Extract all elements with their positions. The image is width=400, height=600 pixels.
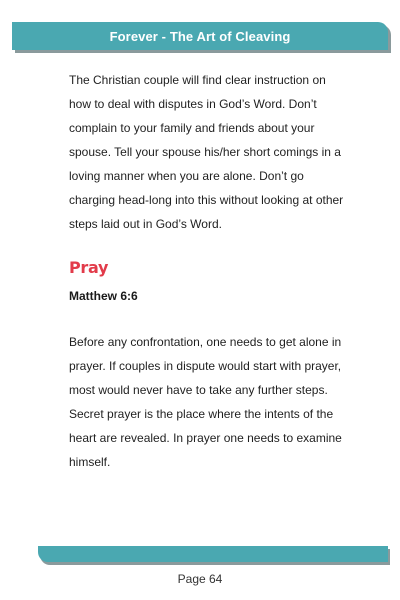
body-paragraph-intro: The Christian couple will find clear instruction on how to deal with disputes in God’s Word. Don’t complain to your family and friends about your spouse. Tell your spouse his/her short comings in a loving manner when you are alone. Don’t go charging head-long into this without looking at other steps laid out in God’s Word. bbox=[69, 73, 344, 231]
scripture-reference: Matthew 6:6 bbox=[69, 289, 138, 303]
body-paragraph-prayer: Before any confrontation, one needs to get alone in prayer. If couples in dispute would start with prayer, most would never have to take any further steps. Secret prayer is the place where the intents of the heart are revealed. In prayer one needs to examine himself. bbox=[69, 335, 342, 469]
page-body bbox=[69, 68, 344, 474]
page-number: Page 64 bbox=[177, 572, 223, 586]
header-banner bbox=[12, 22, 388, 50]
page-header-title: Forever - The Art of Cleaving bbox=[109, 28, 291, 44]
footer-banner bbox=[38, 546, 388, 562]
section-heading-pray: Pray bbox=[69, 258, 109, 277]
